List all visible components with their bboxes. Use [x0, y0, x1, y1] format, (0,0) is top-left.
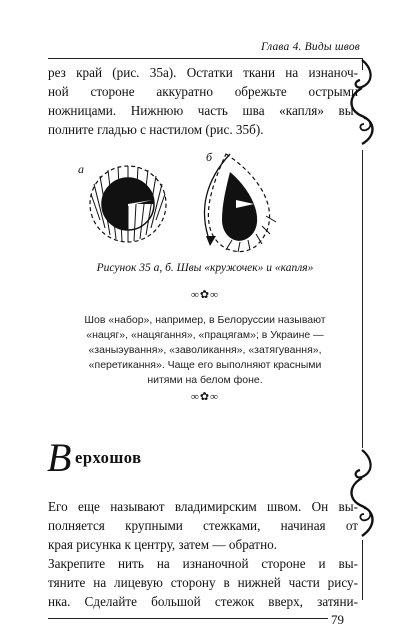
- running-header: Глава 4. Виды швов: [261, 41, 360, 53]
- top-line-1: рез край (рис. 35а). Остатки ткани на изнаноч-: [48, 65, 358, 80]
- note-line-3: «заныэування», «заволикання», «затягування»,: [88, 344, 322, 356]
- body-line-3: края рисунка к центру, затем — обратно.: [48, 537, 278, 552]
- circle-stitch-drawing: [88, 160, 178, 250]
- top-line-4: полните гладью с настилом (рис. 35б).: [48, 122, 264, 137]
- body-line-6: нка. Сделайте большой стежок вверх, затяни-: [48, 594, 358, 609]
- note-block: [70, 313, 340, 388]
- top-line-2: ной стороне аккуратно обрежьте острыми: [48, 84, 358, 99]
- note-line-5: нитями на белом фоне.: [147, 374, 263, 386]
- separator-ornament-1: ∞✿∞: [191, 289, 219, 301]
- figure-label-b: б: [206, 150, 213, 164]
- separator-ornament-2: ∞✿∞: [191, 391, 219, 403]
- section-title: ерхошов: [75, 448, 142, 467]
- body-line-4: Закрепите нить на изнаночной стороне и вы-: [48, 556, 358, 571]
- note-line-1: Шов «набор», например, в Белоруссии называют: [84, 314, 326, 326]
- figure-caption: Рисунок 35 а, б. Швы «кружочек» и «капля»: [96, 262, 314, 274]
- page-number: 79: [331, 612, 344, 627]
- figure-label-a: а: [78, 162, 84, 176]
- footer-rule: [48, 618, 328, 619]
- section-drop-cap: В: [47, 435, 72, 480]
- drop-stitch-drawing: [196, 150, 296, 258]
- body-line-1: Его еще называют владимирским швом. Он вы-: [48, 499, 358, 514]
- margin-rule-middle: [362, 150, 363, 448]
- body-line-5: тяните на лицевую сторону в нижней части рису-: [48, 575, 358, 590]
- top-line-3: ножницами. Нижнюю часть шва «капля» вы-: [48, 103, 358, 118]
- note-line-4: «перетикання». Чаще его выполняют красными: [88, 359, 322, 371]
- margin-rule-bottom: [362, 540, 363, 600]
- note-line-2: «нацяг», «нацягання», «працягам»; в Украине —: [86, 329, 324, 341]
- header-rule: [48, 58, 362, 59]
- body-line-2: полняется крупными стежками, начиная от: [48, 518, 358, 533]
